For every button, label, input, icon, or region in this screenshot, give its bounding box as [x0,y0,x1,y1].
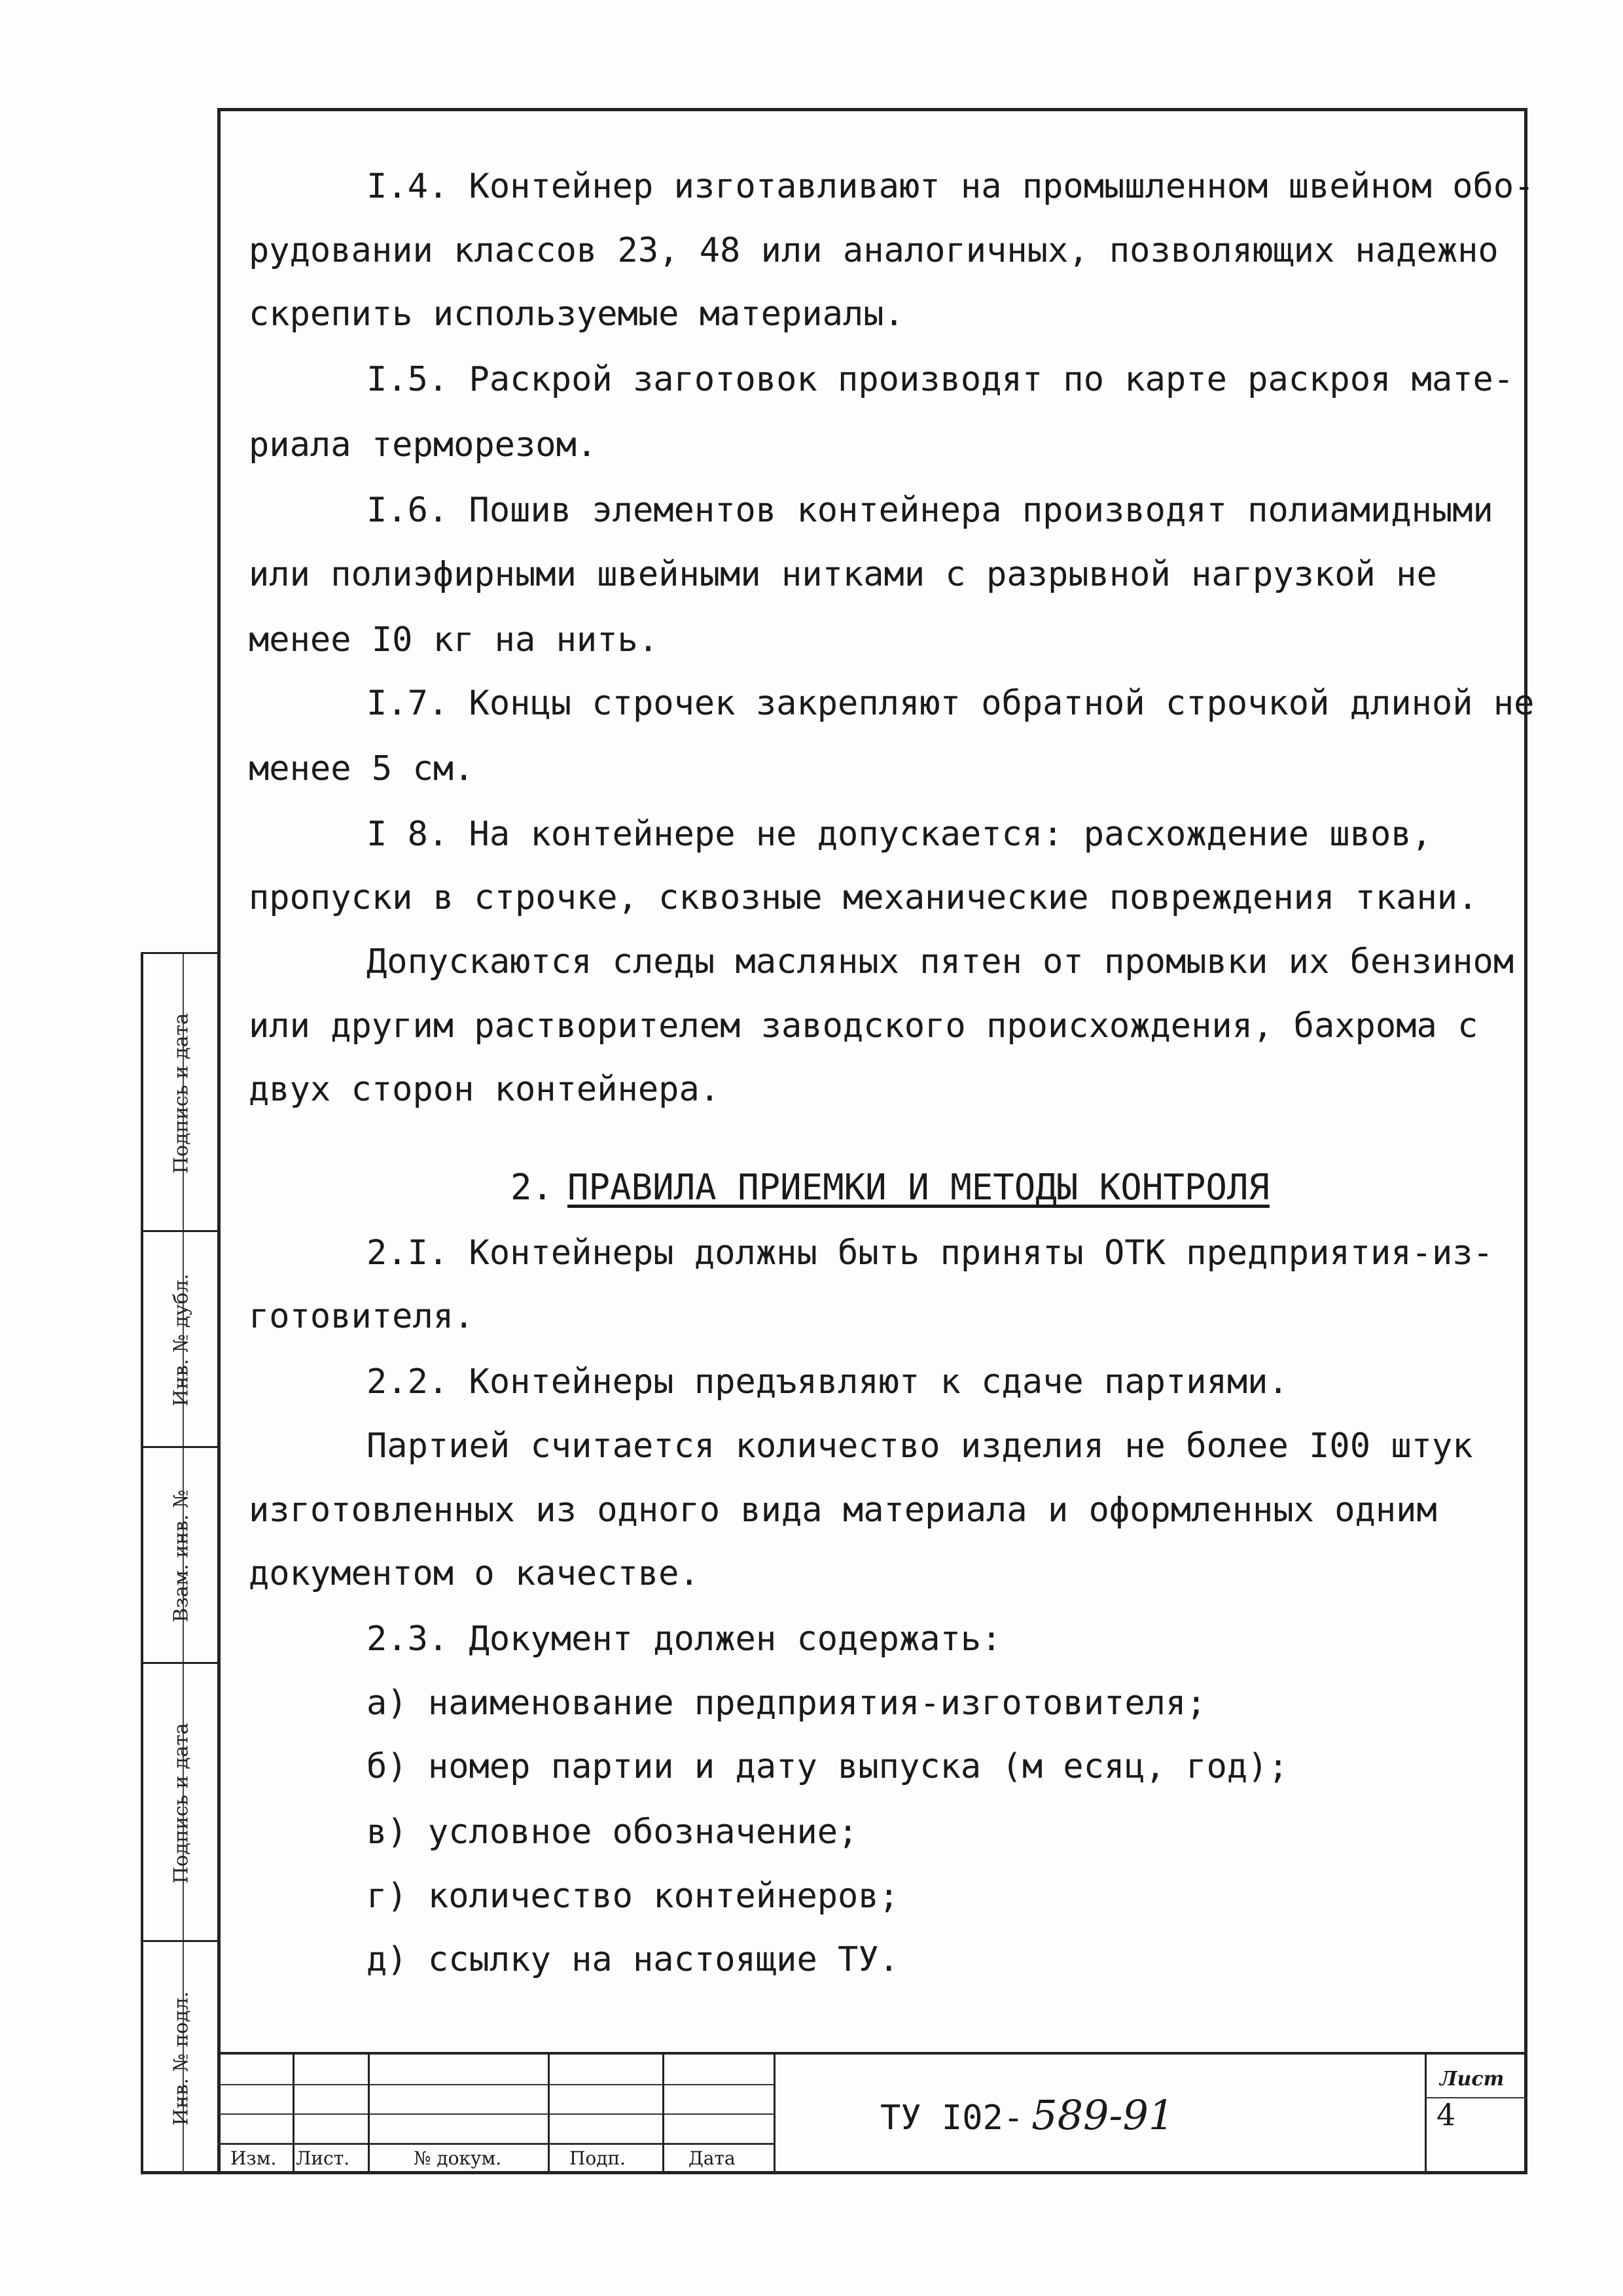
text-line: или полиэфирными швейными нитками с разрывной нагрузкой не [249,555,1437,594]
document-code-handwritten: 589-91 [1031,2091,1175,2139]
text-line: документом о качестве. [249,1554,700,1593]
section-title: ПРАВИЛА ПРИЕМКИ И МЕТОДЫ КОНТРОЛЯ [567,1167,1270,1208]
text-line: или другим растворителем заводского происхождения, бахрома с [249,1006,1478,1046]
text-line: скрепить используемые материалы. [249,294,904,334]
section-heading [510,1155,1296,1220]
text-line: I.5. Раскрой заготовок производят по карте раскроя мате- [366,360,1514,399]
side-label: Подпись и дата [169,1012,192,1174]
text-line: Допускаются следы масляных пятен от промывки их бензином [366,942,1514,981]
list-item: г) количество контейнеров; [366,1877,899,1916]
stamp-col-signature: Подп. [569,2147,626,2169]
list-item: д) ссылку на настоящие ТУ. [366,1940,899,1979]
stamp-col-date: Дата [688,2147,736,2169]
section-number: 2. [510,1167,554,1208]
side-label: Инв. № подл. [169,1990,192,2126]
side-cell [143,1940,219,2174]
side-label: Взам. инв. № [169,1489,192,1623]
document-code [880,2091,1174,2139]
page-frame-top [217,108,1527,111]
stamp-col-sheet: Лист. [296,2147,350,2169]
side-cell [143,952,219,1232]
text-line: изготовленных из одного вида материала и оформленных одним [249,1491,1437,1530]
text-line: I 8. На контейнере не допускается: расхождение швов, [366,815,1432,854]
side-label: Инв. № дубл. [169,1273,192,1407]
list-item: а) наименование предприятия-изготовителя; [366,1684,1207,1723]
text-line: I.6. Пошив элементов контейнера производят полиамидными [366,491,1493,530]
text-line: пропуски в строчке, сквозные механические повреждения ткани. [249,878,1478,917]
text-line: 2.I. Контейнеры должны быть приняты ОТК предприятия-из- [366,1233,1493,1273]
text-line: Партией считается количество изделия не более I00 штук [366,1426,1473,1466]
text-line: менее I0 кг на нить. [249,620,659,660]
side-cell [143,1662,219,1942]
text-line: I.7. Концы строчек закрепляют обратной строчкой длиной не [366,684,1535,723]
sheet-number: 4 [1436,2097,1456,2132]
side-cell [143,1446,219,1664]
document-code-prefix: ТУ I02- [880,2098,1024,2138]
sheet-label: Лист [1440,2068,1505,2091]
text-line: I.4. Контейнер изготавливают на промышленном швейном обо- [366,167,1535,206]
side-record-strip [141,952,219,2172]
title-block [217,2052,1527,2174]
stamp-col-docnum: № докум. [414,2147,502,2169]
text-line: 2.3. Документ должен содержать: [366,1619,1002,1659]
list-item: б) номер партии и дату выпуска (м есяц, год); [366,1747,1289,1786]
text-line: риала терморезом. [249,425,597,465]
side-label: Подпись и дата [169,1722,192,1884]
text-line: менее 5 см. [249,749,474,788]
text-line: готовителя. [249,1297,474,1336]
text-line: 2.2. Контейнеры предъявляют к сдаче партиями. [366,1362,1289,1402]
list-item: в) условное обозначение; [366,1812,859,1852]
text-line: двух сторон контейнера. [249,1070,721,1109]
side-cell [143,1230,219,1448]
stamp-col-change: Изм. [230,2147,277,2169]
text-line: рудовании классов 23, 48 или аналогичных, позволяющих надежно [249,231,1499,270]
